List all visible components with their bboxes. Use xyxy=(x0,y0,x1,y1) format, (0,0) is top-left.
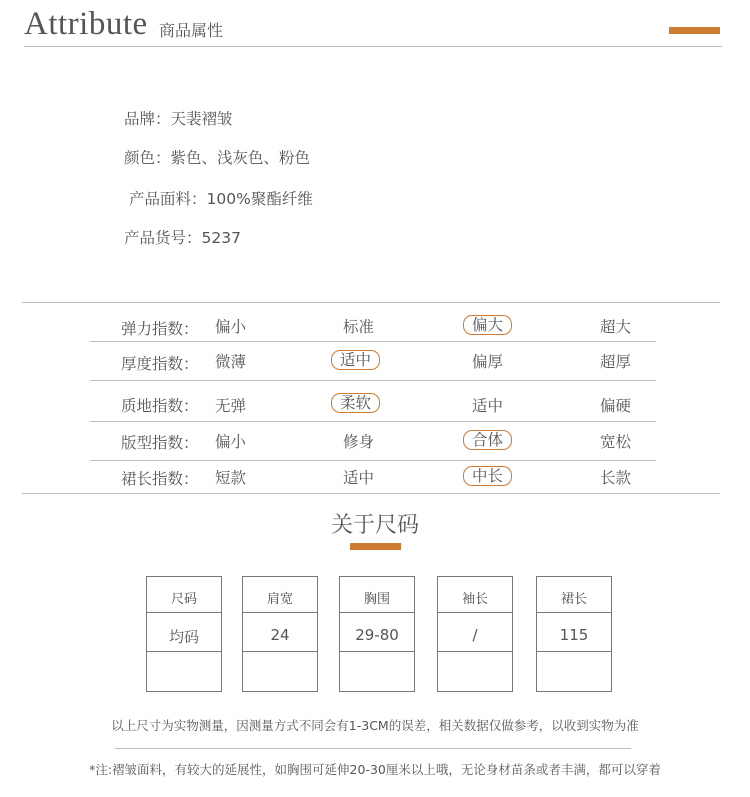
size-column-value: 115 xyxy=(559,626,589,644)
size-measurement-note: 以上尺寸为实物测量，因测量方式不同会有1-3CM的误差，相关数据仅做参考，以收到实物为准 xyxy=(111,718,639,733)
index-option: 偏小 xyxy=(215,318,247,336)
column-divider xyxy=(438,612,512,613)
index-row-divider xyxy=(90,341,656,342)
size-column xyxy=(146,576,222,692)
size-column-header: 尺码 xyxy=(170,592,197,607)
index-label-thickness: 厚度指数： xyxy=(121,355,199,373)
index-option-selected: 中长 xyxy=(463,466,512,486)
index-option: 适中 xyxy=(343,469,375,487)
index-option-selected: 合体 xyxy=(463,430,512,450)
index-option: 宽松 xyxy=(600,433,632,451)
index-option: 超大 xyxy=(600,318,632,336)
column-divider xyxy=(243,651,317,652)
index-option: 无弹 xyxy=(215,397,247,415)
size-column-value: 24 xyxy=(270,626,290,644)
size-section-title: 关于尺码 xyxy=(330,513,419,538)
size-column xyxy=(339,576,415,692)
size-column xyxy=(536,576,612,692)
info-sku: 产品货号：5237 xyxy=(124,229,241,247)
size-accent-bar xyxy=(350,543,401,550)
index-label-fit: 版型指数： xyxy=(121,434,199,452)
index-option: 标准 xyxy=(343,318,375,336)
column-divider xyxy=(537,651,611,652)
index-option: 短款 xyxy=(215,469,247,487)
column-divider xyxy=(340,651,414,652)
size-column-header: 袖长 xyxy=(461,592,488,607)
column-divider xyxy=(147,651,221,652)
column-divider xyxy=(243,612,317,613)
index-option-selected: 适中 xyxy=(331,350,380,370)
index-label-length: 裙长指数： xyxy=(121,470,199,488)
size-footnote: *注:褶皱面料，有较大的延展性，如胸围可延伸20-30厘米以上哦，无论身材苗条或者丰满，都可以穿着 xyxy=(89,762,661,777)
index-option-selected: 柔软 xyxy=(331,393,380,413)
size-column-header: 肩宽 xyxy=(266,592,293,607)
index-option: 超厚 xyxy=(600,353,632,371)
size-column-header: 裙长 xyxy=(560,592,587,607)
index-row-divider xyxy=(90,380,656,381)
index-option: 偏厚 xyxy=(472,353,504,371)
index-option-selected: 偏大 xyxy=(463,315,512,335)
index-option: 适中 xyxy=(472,397,504,415)
size-column-value: 29-80 xyxy=(355,626,399,644)
header-accent-bar xyxy=(669,27,720,34)
header-divider xyxy=(24,46,722,47)
size-column-header: 胸围 xyxy=(363,592,390,607)
info-fabric: 产品面料：100%聚酯纤维 xyxy=(129,190,313,208)
size-column xyxy=(437,576,513,692)
index-label-elasticity: 弹力指数： xyxy=(121,320,199,338)
note-divider xyxy=(115,748,631,749)
index-top-divider xyxy=(22,302,720,303)
size-column-value: 均码 xyxy=(168,628,199,646)
size-column-value: / xyxy=(472,626,478,644)
index-label-texture: 质地指数： xyxy=(121,397,199,415)
column-divider xyxy=(438,651,512,652)
column-divider xyxy=(340,612,414,613)
index-bottom-divider xyxy=(22,493,720,494)
index-option: 修身 xyxy=(343,433,375,451)
page-subtitle: 商品属性 xyxy=(159,21,224,40)
column-divider xyxy=(537,612,611,613)
index-row-divider xyxy=(90,460,656,461)
index-option: 微薄 xyxy=(215,353,247,371)
index-option: 偏硬 xyxy=(600,397,632,415)
index-option: 长款 xyxy=(600,469,632,487)
index-option: 偏小 xyxy=(215,433,247,451)
size-column xyxy=(242,576,318,692)
info-brand: 品牌：天裴褶皱 xyxy=(124,110,233,128)
info-color: 颜色：紫色、浅灰色、粉色 xyxy=(124,149,311,167)
page-title: Attribute xyxy=(24,6,148,42)
index-row-divider xyxy=(90,421,656,422)
column-divider xyxy=(147,612,221,613)
